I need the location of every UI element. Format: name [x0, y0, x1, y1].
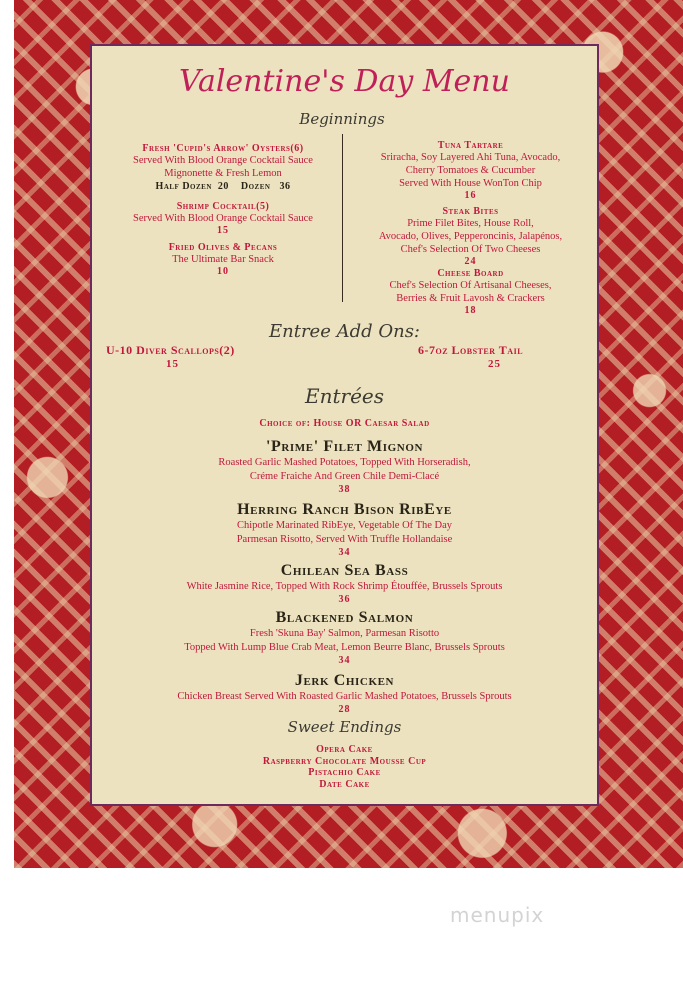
- appetizer-desc: Served With Blood Orange Cocktail Sauce: [133, 213, 313, 224]
- appetizer-desc: Cherry Tomatoes & Cucumber: [405, 165, 536, 176]
- addon-title: U-10 Diver Scallops(2): [106, 343, 235, 357]
- appetizer-title: Cheese Board: [437, 268, 504, 279]
- appetizer-olives: [92, 242, 354, 277]
- appetizer-price: 18: [464, 305, 477, 316]
- entree-title: Jerk Chicken: [294, 672, 395, 689]
- addon-title: 6-7oz Lobster Tail: [418, 343, 524, 357]
- appetizer-desc: Mignonette & Fresh Lemon: [164, 168, 282, 179]
- appetizer-desc: Served With Blood Orange Cocktail Sauce: [133, 155, 313, 166]
- appetizer-price: 10: [217, 266, 229, 277]
- entree-filet: [92, 438, 597, 495]
- appetizer-shrimp: [92, 201, 354, 236]
- entree-price: 28: [338, 704, 351, 715]
- column-divider: [342, 134, 343, 302]
- appetizer-price: 15: [217, 225, 229, 236]
- addon-price: 25: [488, 358, 501, 370]
- appetizer-price: 16: [464, 190, 477, 201]
- appetizer-title: Fresh 'Cupid's Arrow' Oysters(6): [142, 143, 304, 154]
- entree-desc: Créme Fraiche And Green Chile Demi-Clacé: [249, 471, 440, 482]
- entree-desc: Chipotle Marinated RibEye, Vegetable Of The Day: [236, 520, 453, 531]
- appetizer-title: Shrimp Cocktail(5): [176, 201, 270, 212]
- dessert-list: [92, 744, 597, 790]
- entree-desc: Parmesan Risotto, Served With Truffle Hollandaise: [236, 534, 453, 545]
- appetizer-desc: Chef's Selection Of Artisanal Cheeses,: [389, 280, 552, 291]
- appetizer-desc: Served With House WonTon Chip: [399, 178, 542, 189]
- entree-price: 36: [338, 594, 351, 605]
- appetizer-oysters: [92, 143, 354, 192]
- entree-desc: Chicken Breast Served With Roasted Garlic Mashed Potatoes, Brussels Sprouts: [177, 691, 512, 702]
- appetizer-price: Half Dozen 20 Dozen 36: [155, 181, 291, 192]
- appetizer-desc: The Ultimate Bar Snack: [172, 254, 274, 265]
- appetizer-steak-bites: [344, 206, 597, 267]
- appetizer-desc: Avocado, Olives, Pepperoncinis, Jalapénos,: [378, 231, 563, 242]
- appetizer-cheese-board: [344, 268, 597, 316]
- dessert-item: Pistachio Cake: [308, 767, 381, 778]
- entree-desc: Fresh 'Skuna Bay' Salmon, Parmesan Risotto: [249, 628, 440, 639]
- entree-price: 38: [338, 484, 351, 495]
- entree-jerk-chicken: [92, 672, 597, 715]
- appetizer-tuna: [344, 140, 597, 201]
- entree-price: 34: [338, 655, 351, 666]
- appetizer-desc: Prime Filet Bites, House Roll,: [407, 218, 534, 229]
- menu-title: Valentine's Day Menu: [179, 64, 510, 99]
- entree-ribeye: [92, 501, 597, 558]
- section-entrees: Entrées: [304, 384, 384, 408]
- dessert-item: Opera Cake: [316, 744, 373, 755]
- addon-price: 15: [166, 358, 179, 370]
- appetizer-desc: Berries & Fruit Lavosh & Crackers: [396, 293, 545, 304]
- section-beginnings: Beginnings: [299, 110, 385, 128]
- entree-desc: White Jasmine Rice, Topped With Rock Shrimp Étouffée, Brussels Sprouts: [186, 581, 503, 592]
- entree-title: Chilean Sea Bass: [280, 562, 409, 579]
- addon-lobster: [418, 343, 598, 370]
- appetizer-title: Fried Olives & Pecans: [168, 242, 278, 253]
- entree-desc: Topped With Lump Blue Crab Meat, Lemon Beurre Blanc, Brussels Sprouts: [184, 642, 505, 653]
- appetizer-price: 24: [464, 256, 477, 267]
- appetizer-desc: Chef's Selection Of Two Cheeses: [400, 244, 541, 255]
- section-entree-addons: Entree Add Ons:: [268, 321, 420, 342]
- dessert-item: Raspberry Chocolate Mousse Cup: [262, 755, 427, 767]
- salad-choice: Choice of: House OR Caesar Salad: [259, 418, 430, 429]
- entree-salmon: [92, 609, 597, 666]
- menupix-watermark: menupix: [450, 903, 545, 927]
- addon-scallops: [106, 343, 306, 370]
- dessert-item: Date Cake: [319, 778, 370, 790]
- section-sweet-endings: Sweet Endings: [287, 718, 402, 736]
- entree-title: Blackened Salmon: [275, 609, 414, 626]
- entree-desc: Roasted Garlic Mashed Potatoes, Topped With Horseradish,: [218, 457, 471, 468]
- appetizer-title: Tuna Tartare: [437, 140, 504, 151]
- menu-panel: [90, 44, 599, 806]
- appetizer-desc: Sriracha, Soy Layered Ahi Tuna, Avocado,: [380, 152, 561, 163]
- appetizer-title: Steak Bites: [442, 206, 499, 217]
- entree-title: 'Prime' Filet Mignon: [265, 438, 424, 455]
- entree-price: 34: [338, 547, 351, 558]
- entree-sea-bass: [92, 562, 597, 605]
- entree-title: Herring Ranch Bison RibEye: [237, 501, 452, 518]
